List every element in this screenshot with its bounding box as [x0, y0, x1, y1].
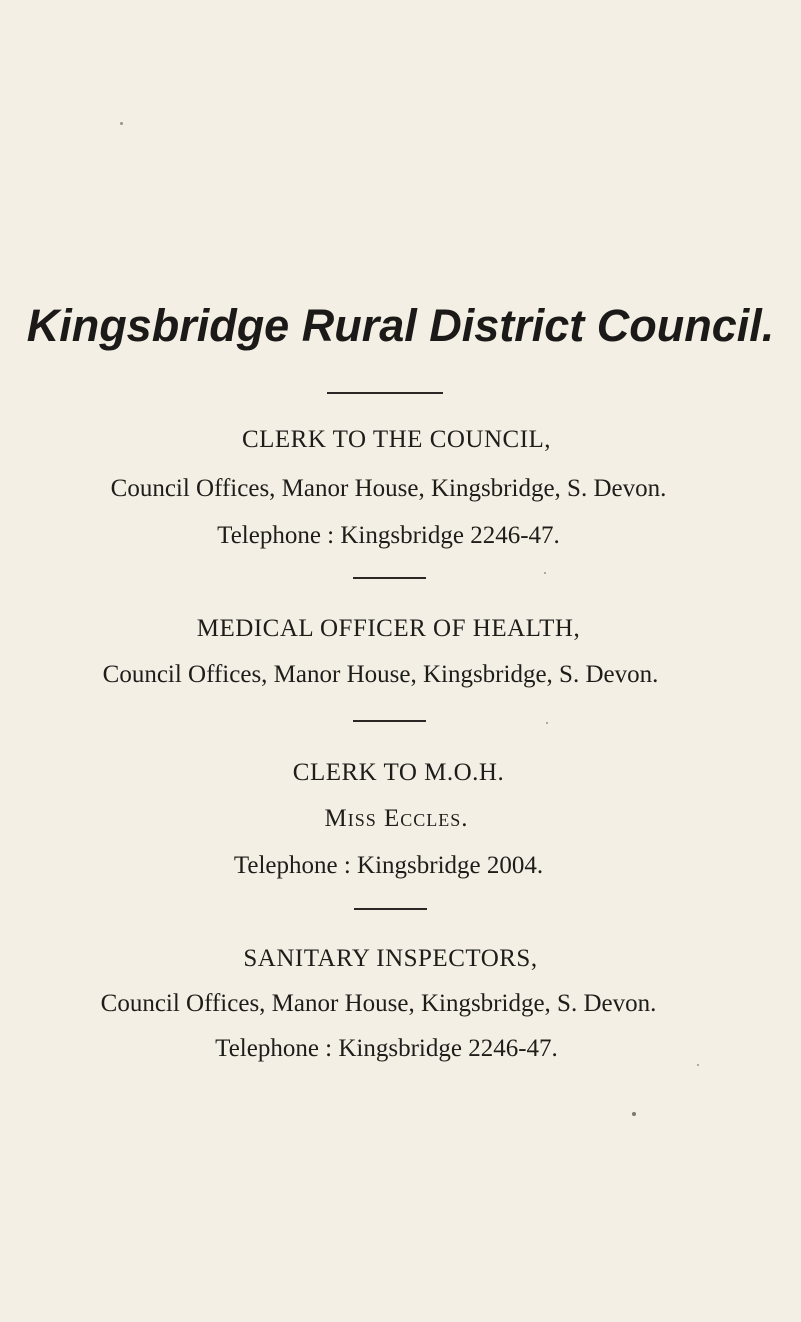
sanitary-heading: SANITARY INSPECTORS,: [243, 945, 538, 972]
moh-address: Council Offices, Manor House, Kingsbridge, S. Devon.: [102, 661, 659, 688]
divider-rule: [353, 720, 426, 722]
council-title: Kingsbridge Rural District Council.: [26, 300, 775, 351]
paper-speck: [120, 122, 123, 125]
divider-rule: [354, 908, 427, 910]
clerk-telephone: Telephone : Kingsbridge 2246-47.: [217, 522, 560, 549]
paper-speck: [697, 1064, 699, 1066]
clerk-heading: CLERK TO THE COUNCIL,: [241, 426, 552, 453]
clerk-address: Council Offices, Manor House, Kingsbridge, S. Devon.: [110, 475, 667, 502]
divider-rule: [353, 577, 426, 579]
paper-speck: [544, 572, 546, 574]
clerk-moh-heading: CLERK TO M.O.H.: [292, 759, 505, 786]
sanitary-address: Council Offices, Manor House, Kingsbridge, S. Devon.: [100, 990, 657, 1017]
sanitary-telephone: Telephone : Kingsbridge 2246-47.: [215, 1035, 558, 1062]
paper-speck: [632, 1112, 636, 1116]
paper-speck: [546, 722, 548, 724]
clerk-moh-telephone: Telephone : Kingsbridge 2004.: [233, 852, 544, 879]
clerk-moh-name: Miss Eccles.: [324, 805, 469, 832]
divider-rule: [327, 392, 443, 394]
moh-heading: MEDICAL OFFICER OF HEALTH,: [196, 615, 581, 642]
